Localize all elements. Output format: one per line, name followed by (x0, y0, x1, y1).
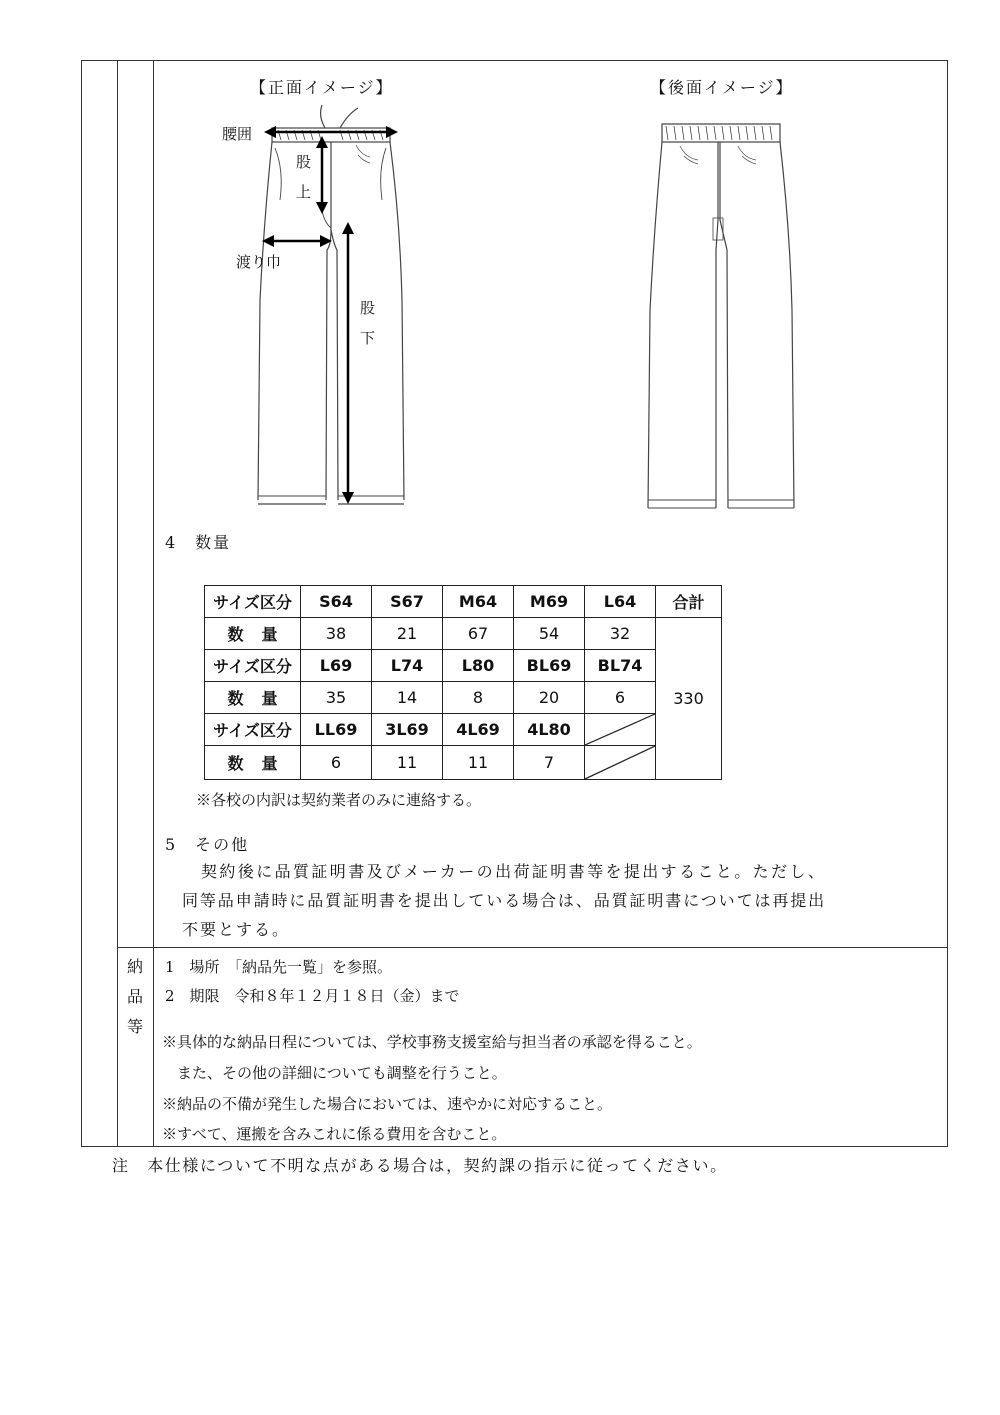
size-cell: 3L69 (372, 714, 443, 746)
section5-line1: 契約後に品質証明書及びメーカーの出荷証明書等を提出すること。ただし、 (201, 862, 827, 881)
qty-cell: 20 (514, 682, 585, 714)
total-header: 合計 (656, 586, 722, 618)
empty-diagonal-cell (585, 714, 656, 746)
table-row (205, 682, 722, 714)
rise-label-1: 股 (296, 153, 312, 171)
empty-diagonal-cell (585, 746, 656, 780)
size-cell: LL69 (301, 714, 372, 746)
rise-label-2: 上 (296, 183, 312, 201)
size-cell: L74 (372, 650, 443, 682)
size-cell: S64 (301, 586, 372, 618)
delivery-deadline: 2 期限 令和８年１２月１８日（金）まで (165, 987, 460, 1005)
size-cell: 4L80 (514, 714, 585, 746)
diagonal-slash (585, 746, 655, 779)
waist-label: 腰囲 (222, 125, 253, 143)
qty-cell: 21 (372, 618, 443, 650)
size-cell: BL74 (585, 650, 656, 682)
size-cell: L80 (443, 650, 514, 682)
delivery-note-3: ※すべて、運搬を含みこれに係る費用を含むこと。 (162, 1125, 507, 1143)
size-cell: S67 (372, 586, 443, 618)
qty-cell: 67 (443, 618, 514, 650)
frame-col2-left (117, 60, 118, 947)
qty-cell: 32 (585, 618, 656, 650)
row-label: 数量 (205, 746, 301, 780)
delivery-side-label-2: 品 (127, 987, 144, 1006)
thigh-label: 渡り巾 (236, 253, 282, 271)
quantity-table (204, 585, 722, 780)
qty-cell: 54 (514, 618, 585, 650)
table-row (205, 618, 722, 650)
qty-cell: 11 (443, 746, 514, 780)
size-cell: BL69 (514, 650, 585, 682)
table-row (205, 714, 722, 746)
table-row (205, 650, 722, 682)
delivery-col-left (117, 947, 118, 1147)
diagonal-slash (585, 714, 655, 745)
delivery-note-1b: また、その他の詳細についても調整を行うこと。 (162, 1064, 507, 1082)
section4-heading: 4 数量 (165, 533, 232, 552)
table-row (205, 746, 722, 780)
frame-bottom (81, 1146, 948, 1147)
size-cell: M69 (514, 586, 585, 618)
frame-left-lower (81, 947, 82, 1147)
delivery-place: 1 場所 「納品先一覧」を参照。 (165, 958, 393, 976)
qty-cell: 14 (372, 682, 443, 714)
delivery-side-label-3: 等 (127, 1017, 144, 1036)
row-label: 数量 (205, 682, 301, 714)
inseam-label-2: 下 (360, 329, 376, 347)
frame-top (81, 60, 948, 61)
row-label: サイズ区分 (205, 650, 301, 682)
frame-left (81, 60, 82, 947)
size-cell: M64 (443, 586, 514, 618)
front-image-caption: 【正面イメージ】 (250, 78, 394, 97)
delivery-note-1: ※具体的な納品日程については、学校事務支援室給与担当者の承認を得ること。 (162, 1033, 702, 1051)
total-value: 330 (656, 618, 722, 780)
section5-line3: 不要とする。 (182, 920, 291, 939)
inseam-label-1: 股 (360, 299, 376, 317)
row-label: サイズ区分 (205, 586, 301, 618)
size-cell: L69 (301, 650, 372, 682)
back-image-caption: 【後面イメージ】 (650, 78, 794, 97)
back-pants-illustration (630, 110, 820, 520)
footer-note: 注 本仕様について不明な点がある場合は，契約課の指示に従ってください。 (112, 1156, 728, 1175)
front-pants-illustration (200, 100, 440, 520)
qty-cell: 35 (301, 682, 372, 714)
delivery-note-2: ※納品の不備が発生した場合においては、速やかに対応すること。 (162, 1095, 613, 1113)
table-row (205, 586, 722, 618)
frame-divider (117, 947, 948, 948)
delivery-col-right (153, 947, 154, 1147)
frame-right (947, 60, 948, 947)
qty-cell: 6 (301, 746, 372, 780)
qty-cell: 8 (443, 682, 514, 714)
qty-cell: 6 (585, 682, 656, 714)
qty-cell: 7 (514, 746, 585, 780)
size-cell: 4L69 (443, 714, 514, 746)
qty-cell: 38 (301, 618, 372, 650)
section5-line2: 同等品申請時に品質証明書を提出している場合は、品質証明書については再提出 (182, 891, 827, 910)
frame-col3-left (153, 60, 154, 947)
frame-right-lower (947, 947, 948, 1147)
qty-cell: 11 (372, 746, 443, 780)
size-cell: L64 (585, 586, 656, 618)
row-label: 数量 (205, 618, 301, 650)
delivery-side-label-1: 納 (127, 957, 144, 976)
quantity-note: ※各校の内訳は契約業者のみに連絡する。 (196, 791, 482, 809)
section5-heading: 5 その他 (165, 835, 250, 854)
row-label: サイズ区分 (205, 714, 301, 746)
